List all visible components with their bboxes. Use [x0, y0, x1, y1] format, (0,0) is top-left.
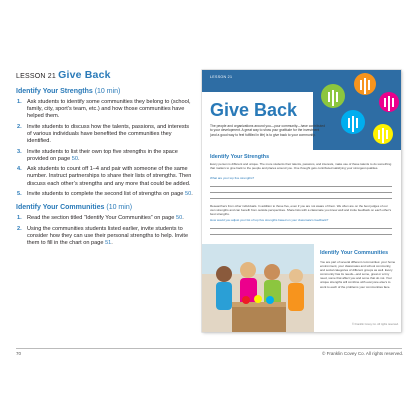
- step-item: [16, 149, 194, 163]
- lesson-header: [16, 70, 194, 82]
- page-number: 70: [16, 351, 22, 356]
- students-volunteering-photo: [202, 244, 314, 332]
- footer-divider: [16, 348, 402, 349]
- page-reference-link[interactable]: 50: [184, 190, 192, 197]
- step-number: 3.: [17, 148, 22, 155]
- inset-strengths-heading: Identify Your Strengths: [210, 154, 270, 160]
- step-text: Invite students to list their own top five strengths in the space provided on page: [27, 148, 178, 162]
- answer-line[interactable]: [210, 228, 392, 229]
- raised-hands-icon: [313, 70, 401, 150]
- step-text: Ask students to count off 1–4 and pair with someone of the same number. Instruct partnerships to share their lists of strengths. Then discuss each other’s strengths and any more that could be added.: [27, 166, 192, 187]
- page-reference-link[interactable]: 50: [71, 155, 79, 162]
- section-duration: (10 min): [94, 88, 121, 95]
- inset-strengths-text: Every person is different and unique. The more students their talents, passions, and interests, make use of these talents to do something that matters to give back to the people and places around you. One thought gets contributed satisfying your strongest qualities.: [210, 162, 392, 170]
- lesson-title: Give Back: [58, 69, 111, 81]
- answer-line[interactable]: [210, 186, 392, 187]
- copyright-notice: © Franklin Covey Co. All rights reserved.: [322, 351, 404, 356]
- step-punct: .: [191, 190, 193, 197]
- step-number: 2.: [17, 123, 22, 130]
- section-title: Identify Your Communities: [16, 204, 105, 212]
- step-text: Read the section titled “Identify Your Communities” on page: [27, 215, 176, 222]
- inset-second-text: Researchers from other individuals. In addition to those five, even if you are not aware of them. We often are on the best judges of our own strengths and can benefit from outside perspectives. Share lists with a classmate you know well and invite feedback on each other's best strengths.: [210, 204, 392, 216]
- page-reference-link[interactable]: 50: [175, 215, 183, 222]
- inset-title: Give Back: [210, 100, 298, 120]
- page-reference-link[interactable]: 51: [105, 239, 112, 246]
- step-number: 1.: [17, 99, 22, 105]
- inset-communities-heading: Identify Your Communities: [320, 250, 389, 256]
- step-text: Invite students to discuss how the talents, passions, and interests of various individuals have benefited the communities they identified.: [27, 123, 189, 145]
- step-item: [16, 191, 194, 198]
- step-text: Invite students to complete the second list of strengths on page: [27, 190, 185, 197]
- answer-line[interactable]: [210, 234, 392, 235]
- strengths-steps: [16, 99, 194, 198]
- lesson-label: LESSON 21: [16, 73, 56, 80]
- step-punct: .: [182, 215, 184, 222]
- answer-line[interactable]: [210, 192, 392, 193]
- inset-intro: The people and organizations around you—your community—have contributed to your development. A great way to show your gratitude for the investment (and a good way to feel fulfilled in life) is to give back to your community.: [210, 124, 326, 137]
- inset-second-prompt: How would you adjust your list of top five strengths based on your classmate’s feedback?: [210, 218, 329, 222]
- step-punct: .: [111, 239, 113, 246]
- step-item: [16, 226, 194, 248]
- student-page-preview: [202, 70, 401, 332]
- section-heading-communities: [16, 203, 194, 213]
- step-punct: .: [78, 155, 80, 162]
- step-item: [16, 166, 194, 188]
- answer-line[interactable]: [210, 198, 392, 199]
- step-item: [16, 215, 194, 222]
- section-title: Identify Your Strengths: [16, 88, 93, 95]
- inset-footer: © Franklin Covey Co. All rights reserved.: [352, 323, 399, 326]
- step-number: 2.: [17, 225, 22, 232]
- step-text: Ask students to identify some communities they belong to (school, family, city, sport’s team, etc.) and how those communities have helped them.: [27, 99, 191, 120]
- section-duration: (10 min): [106, 204, 133, 212]
- step-item: [16, 99, 194, 121]
- communities-steps: [16, 215, 194, 247]
- step-number: 4.: [17, 166, 22, 173]
- inset-lesson-label: LESSON 21: [210, 75, 233, 79]
- inset-strengths-prompt: What are your top five strengths?: [210, 176, 255, 180]
- inset-communities-text: You are part of several different communities: your home environment, your classmates and school community, and social categories of different groups as well. Every community has its needs—and some, great or a tiny need, some that affect you and some that do not. Your unique strengths will combine with everyone else's to work to each of the problems your communities face.: [320, 260, 396, 289]
- step-item: [16, 124, 194, 146]
- step-number: 5.: [17, 190, 22, 197]
- step-number: 1.: [17, 215, 22, 222]
- lesson-plan-column: [16, 70, 194, 250]
- step-text: Using the communities students listed earlier, invite students to consider how they can use their personal strengths to help. Invite them to fill in the chart on page: [27, 225, 189, 246]
- section-heading-strengths: [16, 87, 194, 97]
